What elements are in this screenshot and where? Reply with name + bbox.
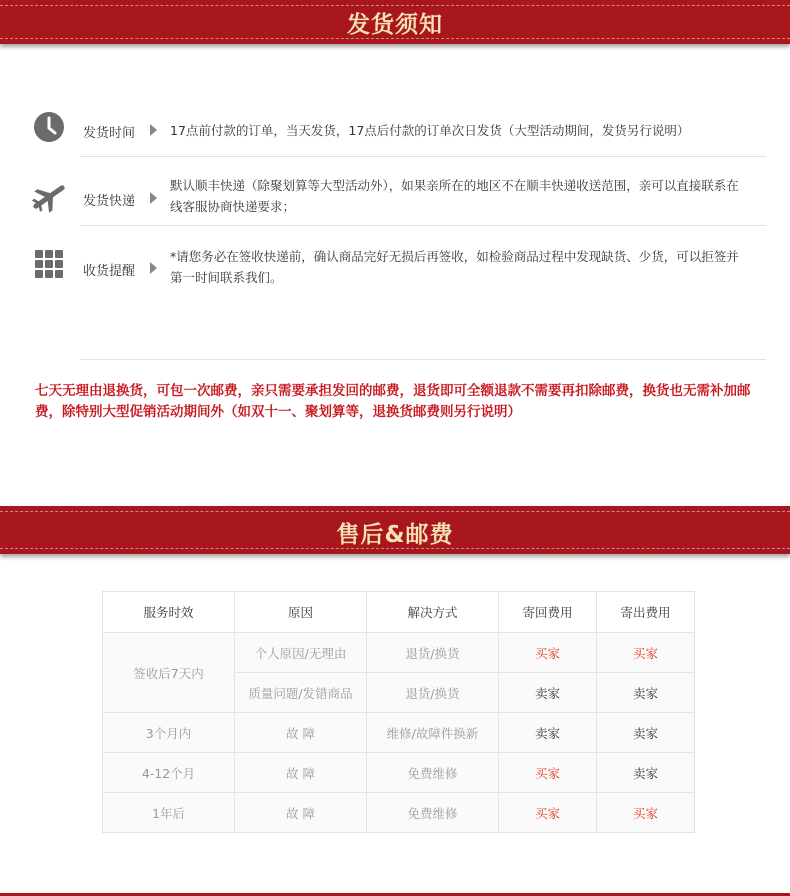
period-cell: 1年后: [103, 793, 235, 833]
table-row: [103, 793, 695, 833]
table-row: [103, 713, 695, 753]
table-header-row: [103, 592, 695, 633]
divider: [80, 156, 766, 157]
table-row: [103, 753, 695, 793]
send-fee-cell: 卖家: [597, 713, 695, 753]
receipt-reminder-text: *请您务必在签收快递前，确认商品完好无损后再签收，如检验商品过程中发现缺货、少货，可以拒签并第一时间联系我们。: [170, 249, 739, 285]
shipping-courier-text: 默认顺丰快递（除聚划算等大型活动外），如果亲所在的地区不在顺丰快递收送范围，亲可以直接联系在线客服协商快递要求；: [170, 178, 739, 214]
header-period: 服务时效: [103, 592, 235, 633]
solution-cell: 免费维修: [367, 793, 499, 833]
reason-cell: 故 障: [235, 793, 367, 833]
shipping-notice-banner: [0, 0, 790, 44]
airplane-icon: [30, 178, 68, 216]
return-fee-cell: 买家: [499, 633, 597, 673]
receipt-reminder-row: [30, 248, 770, 294]
shipping-time-text: 17点前付款的订单，当天发货，17点后付款的订单次日发货（大型活动期间，发货另行说明）: [170, 123, 690, 138]
arrow-right-icon: [150, 124, 157, 136]
return-fee-cell: 买家: [499, 793, 597, 833]
return-policy-notice: 七天无理由退换货，可包一次邮费，亲只需要承担发回的邮费，退货即可全额退款不需要再扣除邮费，换货也无需补加邮费，除特别大型促销活动期间外（如双十一、聚划算等，退换货邮费则另行说明）: [35, 383, 751, 420]
after-sales-title: 售后&邮费: [336, 522, 454, 548]
arrow-right-icon: [150, 262, 157, 274]
return-fee-cell: 卖家: [499, 673, 597, 713]
grid-icon: [30, 248, 68, 286]
send-fee-cell: 卖家: [597, 673, 695, 713]
solution-cell: 退货/换货: [367, 673, 499, 713]
return-fee-cell: 卖家: [499, 713, 597, 753]
period-cell: 签收后7天内: [103, 633, 235, 713]
period-cell: 3个月内: [103, 713, 235, 753]
reason-cell: 质量问题/发错商品: [235, 673, 367, 713]
clock-icon: [30, 110, 68, 148]
header-send-fee: 寄出费用: [597, 592, 695, 633]
send-fee-cell: 买家: [597, 633, 695, 673]
solution-cell: 维修/故障件换新: [367, 713, 499, 753]
reason-cell: 个人原因/无理由: [235, 633, 367, 673]
header-return-fee: 寄回费用: [499, 592, 597, 633]
reason-cell: 故 障: [235, 713, 367, 753]
after-sales-banner: [0, 506, 790, 554]
shipping-courier-row: [30, 178, 770, 224]
send-fee-cell: 买家: [597, 793, 695, 833]
shipping-courier-label: 发货快递: [83, 194, 136, 209]
period-cell: 4-12个月: [103, 753, 235, 793]
receipt-reminder-label: 收货提醒: [83, 264, 136, 279]
table-row: [103, 633, 695, 673]
header-solution: 解决方式: [367, 592, 499, 633]
shipping-notice-title: 发货须知: [347, 12, 443, 38]
divider: [80, 359, 766, 360]
shipping-time-row: [30, 110, 770, 150]
after-sales-table: [102, 591, 695, 833]
arrow-right-icon: [150, 192, 157, 204]
solution-cell: 退货/换货: [367, 633, 499, 673]
send-fee-cell: 卖家: [597, 753, 695, 793]
divider: [80, 225, 766, 226]
header-reason: 原因: [235, 592, 367, 633]
solution-cell: 免费维修: [367, 753, 499, 793]
shipping-time-label: 发货时间: [83, 126, 136, 141]
reason-cell: 故 障: [235, 753, 367, 793]
return-fee-cell: 买家: [499, 753, 597, 793]
